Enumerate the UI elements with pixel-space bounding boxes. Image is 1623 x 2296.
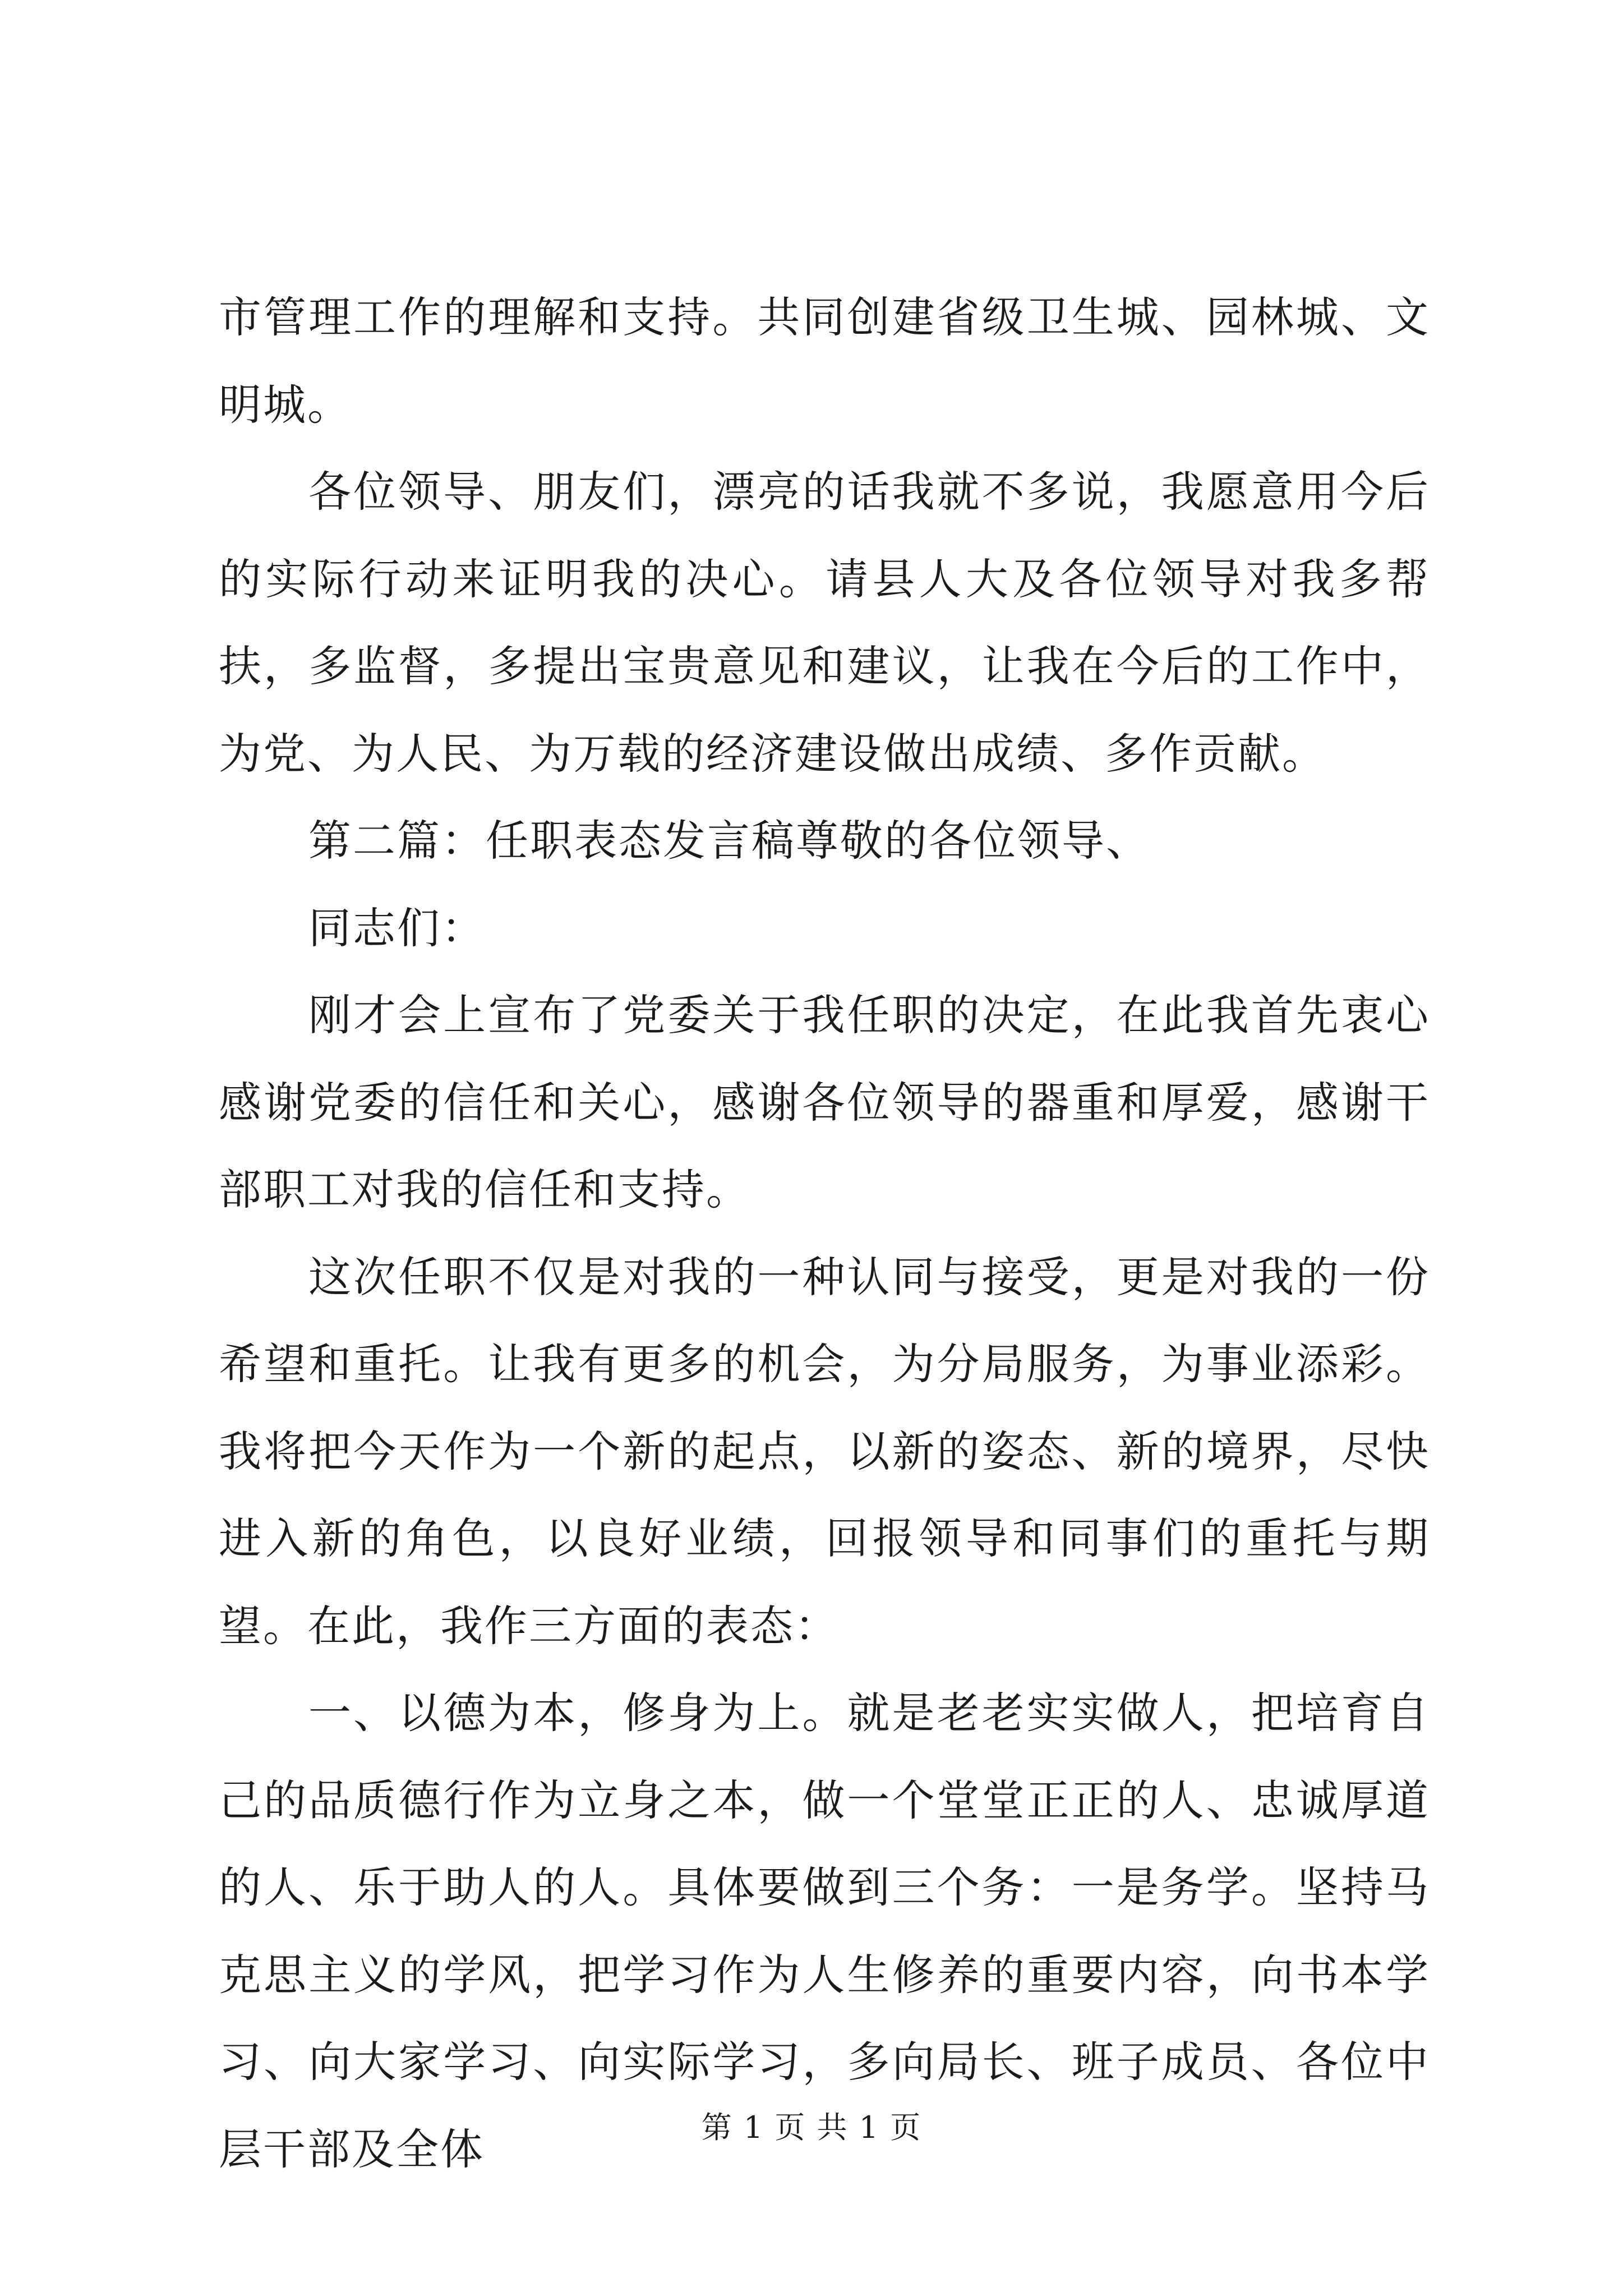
paragraph: 这次任职不仅是对我的一种认同与接受，更是对我的一份希望和重托。让我有更多的机会，为分局服务，为事业添彩。我将把今天作为一个新的起点，以新的姿态、新的境界，尽快进入新的角色，以良好业绩，回报领导和同事们的重托与期望。在此，我作三方面的表态： — [219, 1251, 1430, 1651]
paragraph: 市管理工作的理解和支持。共同创建省级卫生城、园林城、文明城。 — [219, 292, 1430, 430]
section-heading: 第二篇：任职表态发言稿尊敬的各位领导、 — [308, 816, 1150, 866]
document-body — [219, 274, 1430, 2193]
paragraph: 各位领导、朋友们，漂亮的话我就不多说，我愿意用今后的实际行动来证明我的决心。请县人大及各位领导对我多帮扶，多监督，多提出宝贵意见和建议，让我在今后的工作中，为党、为人民、为万载的经济建设做出成绩、多作贡献。 — [219, 467, 1430, 779]
paragraph: 刚才会上宣布了党委关于我任职的决定，在此我首先衷心感谢党委的信任和关心，感谢各位领导的器重和厚爱，感谢干部职工对我的信任和支持。 — [219, 990, 1430, 1214]
page-number-footer: 第 1 页 共 1 页 — [701, 2110, 922, 2145]
paragraph: 一、以德为本，修身为上。就是老老实实做人，把培育自己的品质德行作为立身之本，做一个堂堂正正的人、忠诚厚道的人、乐于助人的人。具体要做到三个务：一是务学。坚持马克思主义的学风，把学习作为人生修养的重要内容，向书本学习、向大家学习、向实际学习，多向局长、班子成员、各位中层干部及全体 — [219, 1688, 1430, 2174]
salutation: 同志们： — [308, 903, 486, 953]
